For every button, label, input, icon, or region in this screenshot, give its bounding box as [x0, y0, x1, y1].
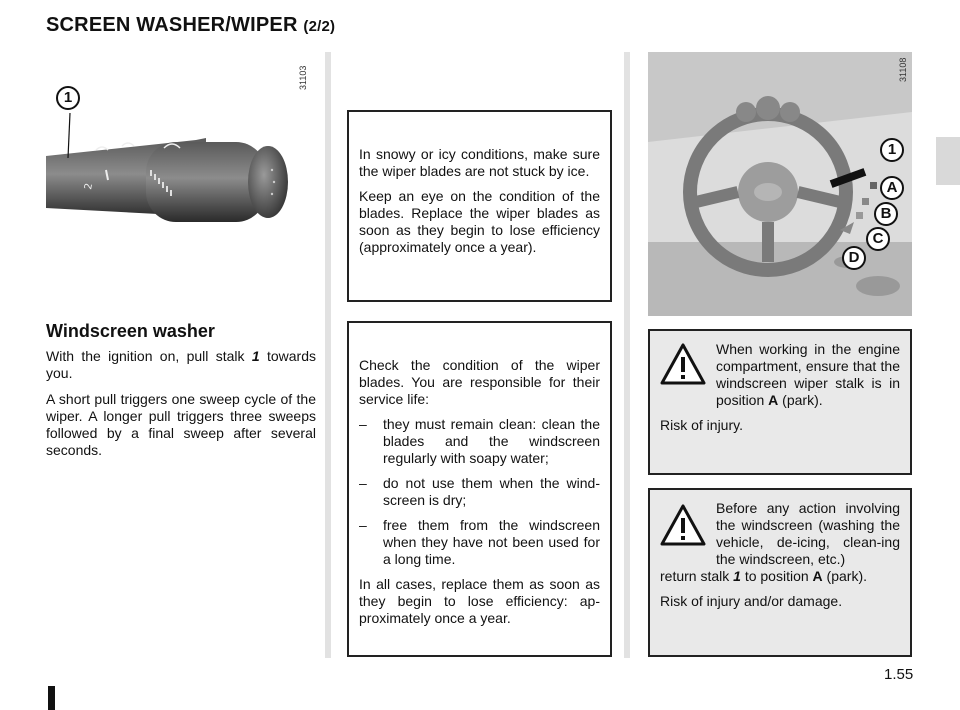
windscreen-warning-ref-stalk: 1	[733, 568, 741, 584]
blades-list	[359, 416, 600, 568]
page-title	[46, 14, 335, 37]
blades-intro: Check the condition of the wiper blades. You are responsible for their service life:	[359, 357, 600, 407]
snow-conditions-box	[347, 110, 612, 302]
engine-warning-text	[716, 341, 900, 409]
section-tab	[936, 137, 960, 185]
windscreen-warning-ref-position: A	[812, 568, 823, 584]
windscreen-warning-risk: Risk of injury and/or damage.	[660, 593, 843, 609]
dashboard-callout-1: 1	[880, 138, 904, 162]
stalk-figure-code: 31103	[298, 65, 308, 90]
windscreen-warning-cont-mid: to position	[740, 568, 813, 584]
dashboard-figure-code: 31108	[898, 57, 908, 82]
dashboard-figure	[648, 52, 912, 316]
page-number: 1.55	[884, 666, 914, 683]
stalk-figure	[46, 58, 316, 258]
blades-list-item: – they must remain clean: clean the blades and the windscreen regularly with soapy water;	[359, 416, 600, 467]
wiper-stalk-illustration	[46, 58, 316, 258]
blades-outro: In all cases, replace them as soon as they begin to lose efficiency: ap-proximately once a year.	[359, 576, 600, 626]
page-title-main: SCREEN WASHER/WIPER	[46, 14, 298, 36]
washer-heading: Windscreen washer	[46, 321, 215, 341]
dashboard-callout-C: C	[866, 227, 890, 251]
engine-warning-ref: A	[768, 392, 779, 408]
stalk-callout-1: 1	[56, 86, 80, 110]
warning-triangle-icon	[660, 343, 706, 385]
corner-mark	[48, 686, 55, 710]
blade-condition-box	[347, 321, 612, 657]
windscreen-warning-continued	[660, 568, 900, 585]
dashboard-illustration	[648, 52, 912, 316]
column-divider-right	[624, 52, 630, 658]
windscreen-warning-text: Before any action involving the windscreen (washing the vehicle, de-icing, clean-ing the windscreen, etc.)	[716, 500, 900, 567]
washer-paragraph-1	[46, 348, 316, 382]
engine-warning-box	[648, 329, 912, 475]
windscreen-warning-cont-start: return stalk	[660, 568, 734, 584]
dashboard-callout-B: B	[874, 202, 898, 226]
dashboard-callout-A: A	[880, 176, 904, 200]
engine-warning-risk-wrap	[660, 417, 900, 442]
snow-paragraph-1: In snowy or icy conditions, make sure the wiper blades are not stuck by ice.	[359, 146, 600, 179]
windscreen-warning-box	[648, 488, 912, 657]
engine-warning-text-start: When working in the engine compartment, ensure that the windscreen wiper stalk is in position	[716, 341, 900, 408]
snow-paragraph-2: Keep an eye on the condition of the blades. Replace the wiper blades as soon as they begin to lose efficiency (approximately once a year).	[359, 188, 600, 255]
washer-p1-text: With the ignition on, pull stalk	[46, 348, 252, 364]
blades-list-item: – free them from the windscreen when they have not been used for a long time.	[359, 517, 600, 568]
windscreen-warning-cont-end: (park).	[822, 568, 868, 584]
column-divider-left	[325, 52, 331, 658]
washer-body	[46, 348, 316, 468]
blades-list-item: – do not use them when the wind-screen is dry;	[359, 475, 600, 509]
svg-text:2: 2	[83, 182, 96, 191]
warning-triangle-icon	[660, 504, 706, 546]
windscreen-warning-rest	[660, 568, 900, 618]
engine-warning-text-end: (park).	[778, 392, 823, 408]
washer-p1-ref: 1	[251, 348, 260, 364]
washer-p1-text-end: towards you.	[46, 348, 316, 381]
engine-warning-risk: Risk of injury.	[660, 417, 743, 433]
washer-paragraph-2: A short pull triggers one sweep cycle of the wiper. A longer pull triggers three sweeps followed by a final sweep after several seconds.	[46, 391, 316, 458]
dashboard-callout-D: D	[842, 246, 866, 270]
page-title-part: (2/2)	[303, 18, 336, 35]
